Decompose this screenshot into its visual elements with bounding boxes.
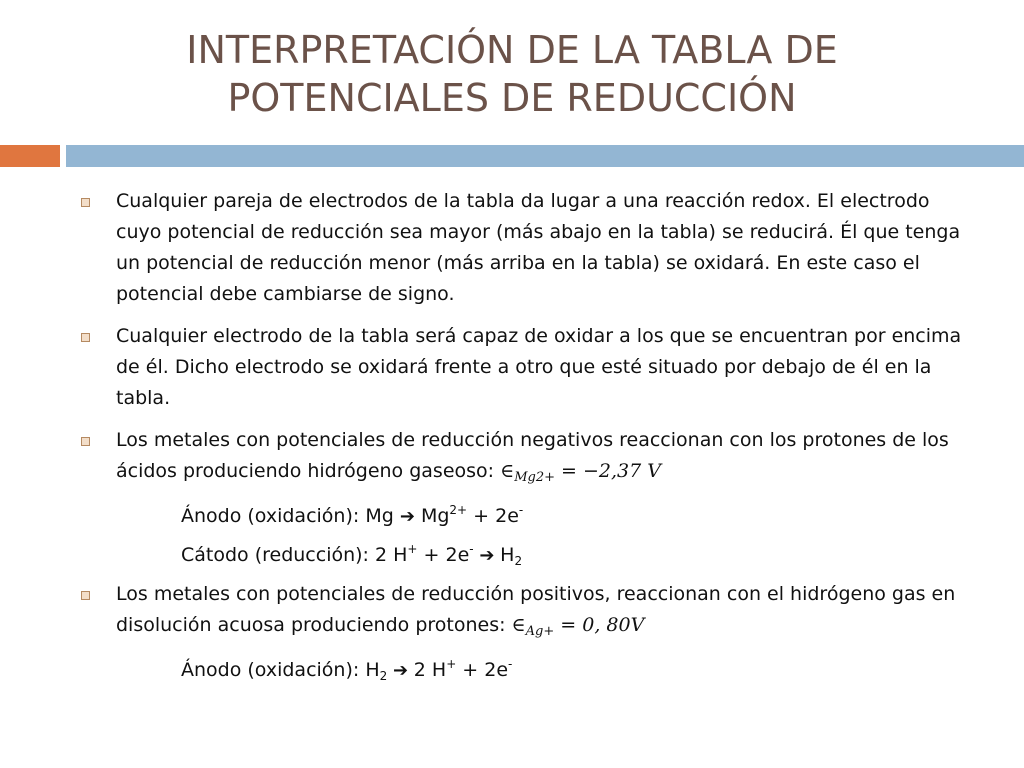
square-bullet-icon (81, 591, 90, 600)
bullet-text-3-main: Los metales con potenciales de reducción negativos reaccionan con los protones de los ácidos produciendo hidrógeno gaseoso: (116, 429, 949, 482)
bullet-item-4 (76, 579, 976, 647)
reaction-anode-h2: Ánodo (oxidación): $H_2$ ➔ 2 H+ + 2e- (181, 657, 513, 683)
slide-body (76, 186, 976, 686)
accent-bar-orange (0, 145, 60, 167)
title-line-1: INTERPRETACIÓN DE LA TABLA DE (186, 28, 838, 72)
reaction-anode-mg: Ánodo (oxidación): Mg ➔ $Mg^{2+} + 2e^-$ (181, 503, 524, 527)
square-bullet-icon (81, 333, 90, 342)
bullet-item-3 (76, 425, 976, 493)
bullet-text-4 (116, 579, 976, 647)
square-bullet-icon (81, 437, 90, 446)
slide-title (60, 26, 964, 122)
potential-ag-equation: $\in_{Ag+} = 0$, 80V (511, 614, 645, 639)
square-bullet-icon (81, 198, 90, 207)
bullet-item-2 (76, 321, 976, 414)
bullet-text-2: Cualquier electrodo de la tabla será capaz de oxidar a los que se encuentran por encima de él. Dicho electrodo se oxidará frente a otro que esté situado por debajo de él en la tabla. (116, 325, 962, 409)
reaction-cathode-h: Cátodo (reducción): 2 H+ + 2e- ➔ $H_2$ (181, 542, 523, 568)
accent-bar-blue (66, 145, 1024, 167)
bullet-text-3 (116, 425, 976, 493)
arrow-right-icon: ➔ (473, 545, 501, 566)
arrow-right-icon: ➔ (387, 660, 414, 681)
bullet-text-4-main: Los metales con potenciales de reducción positivos, reaccionan con el hidrógeno gas en disolución acuosa produciendo protones: (116, 583, 956, 636)
arrow-right-icon: ➔ (399, 506, 415, 527)
potential-mg-equation: $\in_{Mg2+} = -2,37$ V (500, 460, 661, 485)
bullet-text-1: Cualquier pareja de electrodos de la tabla da lugar a una reacción redox. El electrodo cuyo potencial de reducción sea mayor (más abajo en la tabla) se reducirá. Él que tenga un potencial de reducción menor (más arriba en la tabla) se oxidará. En este caso el potencial debe cambiarse de signo. (116, 190, 961, 305)
title-line-2: POTENCIALES DE REDUCCIÓN (227, 76, 797, 120)
bullet-item-1 (76, 186, 976, 310)
